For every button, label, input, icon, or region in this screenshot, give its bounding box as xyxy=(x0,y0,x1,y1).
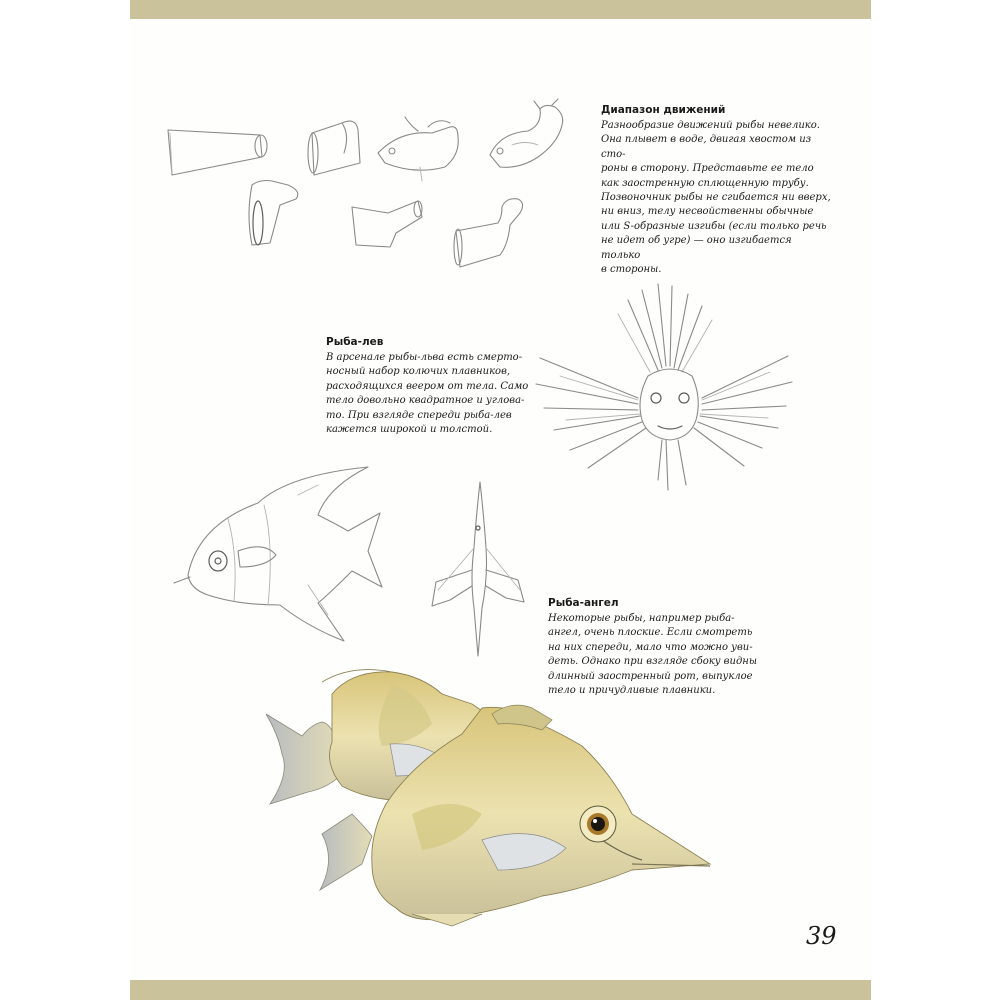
tube-sketch-angle xyxy=(352,201,422,247)
angelfish-heading: Рыба-ангел xyxy=(548,597,619,609)
fish-sketch-curved xyxy=(490,99,563,167)
lionfish-front-sketch xyxy=(530,280,800,495)
bottom-decorative-band xyxy=(130,980,871,1000)
angelfish-front-sketch xyxy=(428,478,528,663)
lionfish-paragraph: В арсенале рыбы-льва есть смерто- носный набор колючих плавников, расходящихся веером от тела. Само тело довольно квадратное и углова- то. При взгляде спереди рыба-лев кажется широкой и толстой. xyxy=(326,352,529,436)
motion-paragraph: Разнообразие движений рыбы невелико. Она плывет в воде, двигая хвостом из сто- роны в сторону. Представьте ее тело как заостренную сплющенную трубу. Позвоночник рыбы не сгибается ни вверх, ни вниз, телу несвойственны обычные или S-образные изгибы (если только речь не идет об угре) — оно изгибается только в стороны. xyxy=(601,120,831,276)
angelfish-paragraph: Некоторые рыбы, например рыба- ангел, очень плоские. Если смотреть на них спереди, мало что можно уви- деть. Однако при взгляде сбоку видны длинный заостренный рот, выпуклое тело и причудливые плавники. xyxy=(548,613,758,697)
motion-heading: Диапазон движений xyxy=(601,104,726,116)
tube-sketch-straight xyxy=(168,130,267,175)
color-fish-painting xyxy=(262,664,722,934)
angelfish-side-sketch xyxy=(168,455,388,655)
top-decorative-band xyxy=(130,0,871,19)
tube-sketch-curl xyxy=(454,199,523,267)
fish-sketch-simple xyxy=(378,117,458,181)
tube-sketch-hook xyxy=(249,181,298,246)
lionfish-text-block xyxy=(326,336,556,437)
tube-shape-sketches xyxy=(160,95,580,275)
motion-text-block xyxy=(601,104,831,277)
page-number: 39 xyxy=(806,922,837,950)
lionfish-heading: Рыба-лев xyxy=(326,336,384,348)
tube-sketch-bending xyxy=(308,121,360,175)
